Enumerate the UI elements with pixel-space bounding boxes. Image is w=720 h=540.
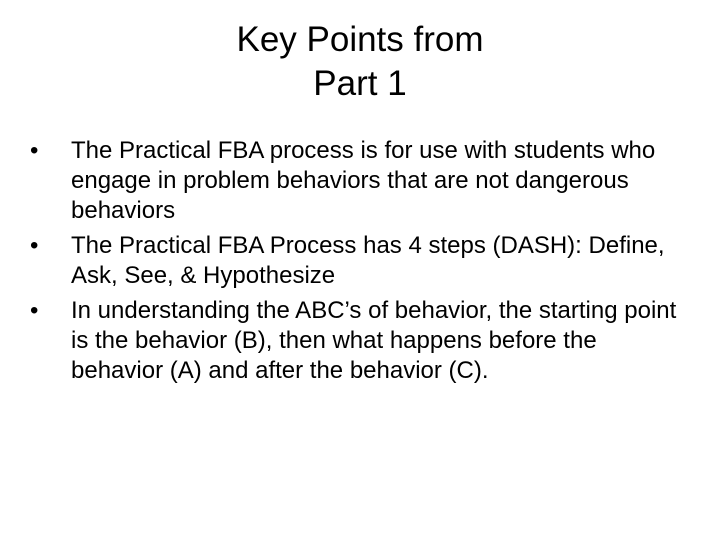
bullet-text: The Practical FBA Process has 4 steps (DASH): Define, Ask, See, & Hypothesize	[71, 232, 665, 289]
bullet-text: In understanding the ABC’s of behavior, the starting point is the behavior (B), then what happens before the behavior (A) and after the behavior (C).	[71, 297, 677, 384]
bullet-icon: •	[30, 297, 39, 324]
title-line-2: Part 1	[313, 64, 407, 103]
bullet-text: The Practical FBA process is for use with students who engage in problem behaviors that are not dangerous behaviors	[71, 137, 656, 224]
slide-title	[0, 18, 720, 106]
bullet-item-abc	[30, 296, 695, 386]
bullet-item-dash-steps	[30, 231, 695, 291]
bullet-list	[30, 136, 695, 391]
bullet-icon: •	[30, 232, 39, 259]
title-line-1: Key Points from	[236, 20, 484, 59]
bullet-icon: •	[30, 137, 39, 164]
bullet-item-fba-use	[30, 136, 695, 226]
